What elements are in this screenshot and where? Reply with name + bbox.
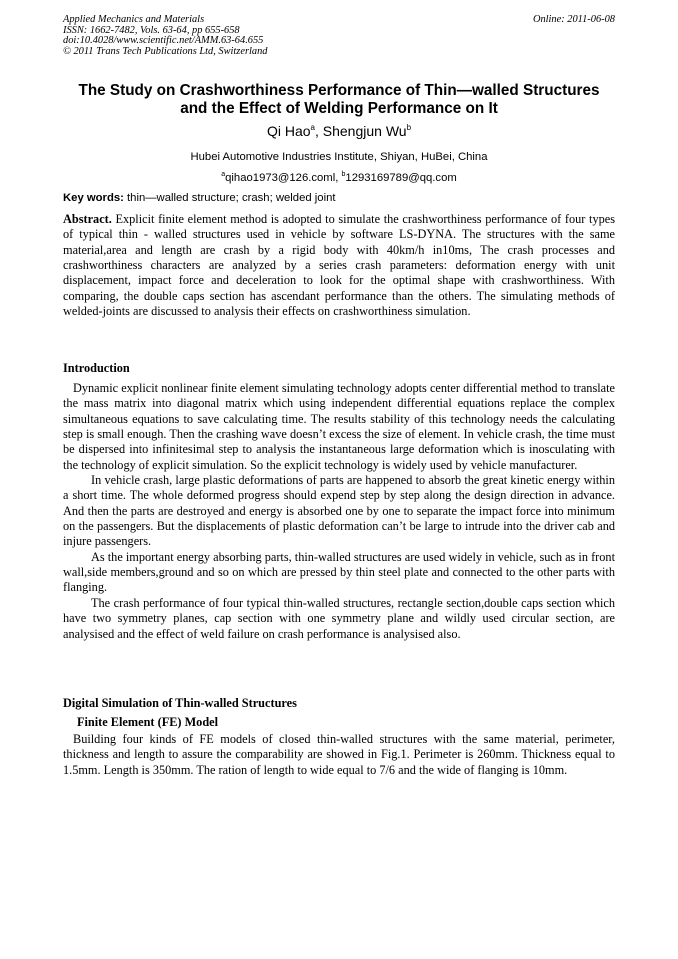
- subsection-heading-fe-model: Finite Element (FE) Model: [77, 715, 219, 729]
- abstract-label: Abstract.: [63, 212, 112, 226]
- paragraph: As the important energy absorbing parts, thin-walled structures are used widely in vehicle, such as in front wall,side members,ground and so on which are pressed by thin steel plate and connected to the other parts with flanging.: [63, 549, 615, 595]
- journal-header: [63, 15, 615, 57]
- paragraph: Building four kinds of FE models of closed thin-walled structures with the same material, perimeter, thickness and length to assure the comparability are showed in Fig.1. Perimeter is 260mm. Thickness equal to 1.5mm. Length is 350mm. The ration of length to wide equal to 7/6 and the wide of flanging is 10mm.: [63, 732, 615, 777]
- keywords-text: thin—walled structure; crash; welded joint: [123, 192, 336, 204]
- copyright-line: © 2011 Trans Tech Publications Ltd, Switzerland: [63, 45, 268, 57]
- journal-name: Applied Mechanics and Materials: [63, 14, 205, 25]
- author-list: [63, 122, 615, 140]
- online-date: Online: 2011-06-08: [532, 14, 615, 25]
- paragraph: In vehicle crash, large plastic deformations of parts are happened to absorb the great kinetic energy within a short time. The whole deformed progress should expend step by step along the design direction in advance. And then the parts are destroyed and energy is absorbed one by one to separate the impact force into minimum on the passengers. But the displacements of plastic deformation can’t be large to intrude into the driver cab and injure passengers.: [63, 473, 615, 549]
- paragraph: Dynamic explicit nonlinear finite element simulating technology adopts center differential method to translate the mass matrix into diagonal matrix which using independent differential equations replace the complex simultaneous equations to save calculating time. The results stability of this technology needs the calculating step is small enough. Then the crashing wave doesn’t excess the size of element. In vehicle crash, the time must be dispersed into infinitesimal step to analysis the instantaneous large deformation which is inosculating with the technology of explicit simulation. So the explicit technology is widely used by vehicle manufacturer.: [63, 381, 615, 472]
- abstract: [63, 212, 615, 319]
- affiliation: Hubei Automotive Industries Institute, Shiyan, HuBei, China: [190, 151, 488, 163]
- author-separator: ,: [314, 123, 323, 139]
- author-affil-mark: a: [310, 123, 315, 132]
- author-emails: [63, 171, 615, 185]
- paragraph: The crash performance of four typical thin-walled structures, rectangle section,double caps section which have two symmetry planes, cap section with one symmetry plane and wildly used circular section, are analysised and the effect of weld failure on crash performance is analysised also.: [63, 595, 615, 641]
- doi-line: doi:10.4028/www.scientific.net/AMM.63-64.655: [63, 35, 264, 47]
- author-name: Shengjun Wu: [322, 123, 407, 139]
- author-name: Qi Hao: [266, 123, 311, 139]
- issn-line: ISSN: 1662-7482, Vols. 63-64, pp 655-658: [63, 24, 240, 36]
- keywords: [63, 191, 615, 205]
- email-address: qihao1973@126.coml: [225, 172, 336, 184]
- introduction-body: [63, 381, 615, 642]
- keywords-label: Key words:: [63, 192, 124, 204]
- author-affil-mark: b: [406, 123, 412, 132]
- title-line-1: The Study on Crashworthiness Performance of Thin—walled Structures: [78, 82, 600, 99]
- email-separator: ,: [335, 172, 342, 184]
- fe-model-body: [63, 732, 615, 778]
- paper-title: [63, 82, 615, 118]
- email-mark: a: [221, 171, 226, 178]
- title-line-2: and the Effect of Welding Performance on It: [180, 100, 498, 117]
- section-heading-simulation: Digital Simulation of Thin-walled Structures: [63, 696, 297, 710]
- section-heading-introduction: Introduction: [63, 361, 130, 375]
- abstract-text: Explicit finite element method is adopted to simulate the crashworthiness performance of four types of typical thin - walled structures used in vehicle by software LS-DYNA. The structures with the same material,area and length are crash by a rigid body with 40km/h in10ms, The crash processes and crashworthiness characters are analyzed by a series crash parameters: deformation energy with unit displacement, impact force and deceleration to look for the optimal shape with crashworthiness. With comparing, the double caps section has ascendant performance than the others. The simulating methods of welded-joints are discussed to analysis their effects on crashworthiness simulation.: [63, 212, 615, 319]
- email-mark: b: [341, 171, 346, 178]
- email-address: 1293169789@qq.com: [345, 172, 457, 184]
